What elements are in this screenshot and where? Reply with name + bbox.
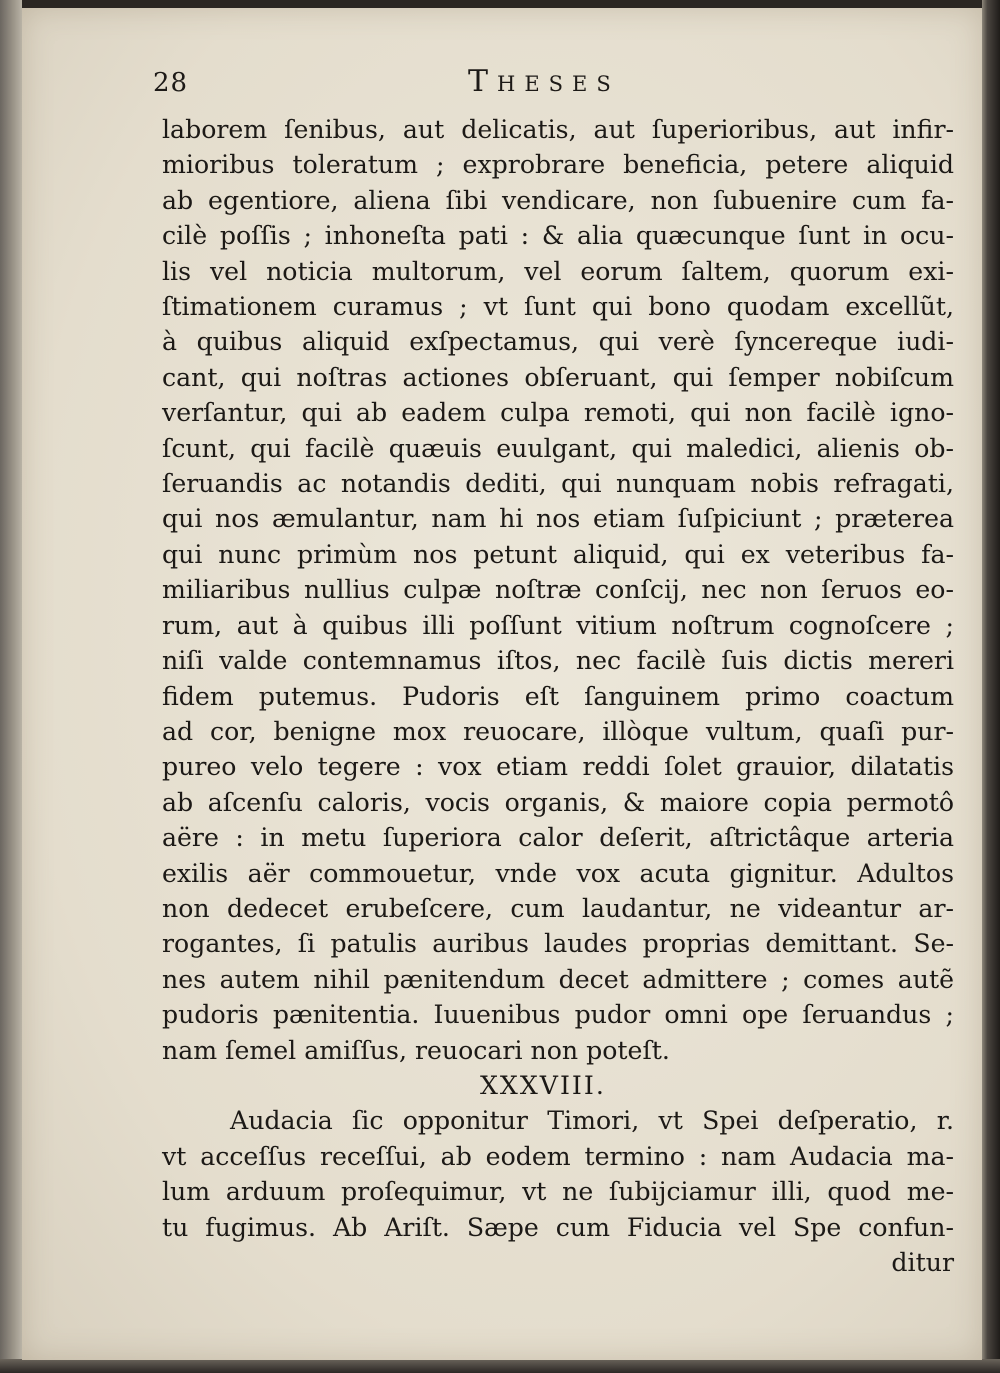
text-line: tu fugimus. Ab Ariſt. Sæpe cum Fiducia vel Spe confun- <box>162 1212 954 1242</box>
text-line: verſantur, qui ab eadem culpa remoti, qui non facilè igno- <box>162 398 954 428</box>
text-line: nam ſemel amiſſus, reuocari non poteſt. <box>162 1035 670 1065</box>
text-line: nes autem nihil pænitendum decet admittere ; comes autẽ <box>162 964 954 994</box>
text-line: cilè poſſis ; inhoneſta pati : & alia quæcunque ſunt in ocu- <box>162 221 954 251</box>
text-line: qui nos æmulantur, nam hi nos etiam ſuſpiciunt ; præterea <box>162 504 954 534</box>
text-line: miliaribus nullius culpæ noſtræ conſcij, nec non ſeruos eo- <box>162 575 954 605</box>
section-heading: XXXVIII. <box>480 1070 606 1100</box>
text-line: ab egentiore, aliena ſibi vendicare, non ſubuenire cum fa- <box>162 185 954 215</box>
text-line: Audacia ſic opponitur Timori, vt Spei deſperatio, r. <box>230 1106 954 1136</box>
page-header <box>150 58 950 108</box>
text-line: laborem ſenibus, aut delicatis, aut ſuperioribus, aut infir- <box>162 115 954 144</box>
text-line: ſcunt, qui facilè quæuis euulgant, qui maledici, alienis ob- <box>162 433 954 463</box>
text-line: exilis aër commouetur, vnde vox acuta gignitur. Adultos <box>162 858 954 888</box>
text-line: lum arduum proſequimur, vt ne ſubijciamur illi, quod me- <box>162 1177 954 1207</box>
page-bottom-edge <box>0 1359 1000 1373</box>
text-line: rogantes, ſi patulis auribus laudes proprias demittant. Se- <box>162 929 954 959</box>
text-line: pureo velo tegere : vox etiam reddi ſolet grauior, dilatatis <box>162 752 954 782</box>
page-right-edge <box>982 0 1000 1373</box>
text-line: rum, aut à quibus illi poſſunt vitium noſtrum cognoſcere ; <box>162 610 954 640</box>
text-line: ab aſcenſu caloris, vocis organis, & maiore copia permotô <box>162 787 954 817</box>
text-line: ſtimationem curamus ; vt ſunt qui bono quodam excellũt, <box>162 292 954 322</box>
text-line: vt acceſſus receſſui, ab eodem termino : nam Audacia ma- <box>162 1141 954 1171</box>
text-line: ad cor, benigne mox reuocare, illòque vultum, quaſi pur- <box>162 716 954 746</box>
text-line: non dedecet erubeſcere, cum laudantur, ne videantur ar- <box>162 893 954 923</box>
text-line: ſeruandis ac notandis dediti, qui nunquam nobis refragati, <box>162 469 954 499</box>
text-line: fidem putemus. Pudoris eſt ſanguinem primo coactum <box>162 681 954 711</box>
book-gutter-edge <box>0 0 22 1373</box>
text-line: qui nunc primùm nos petunt aliquid, qui ex veteribus fa- <box>162 539 954 569</box>
text-line: cant, qui noſtras actiones obſeruant, qui ſemper nobiſcum <box>162 362 954 392</box>
text-line: niſi valde contemnamus iſtos, nec facilè ſuis dictis mereri <box>162 646 954 676</box>
text-line: lis vel noticia multorum, vel eorum ſaltem, quorum exi- <box>162 256 954 286</box>
page-number: 28 <box>153 68 189 98</box>
main-text <box>162 112 954 1280</box>
catchword: ditur <box>891 1248 954 1277</box>
text-line: mioribus toleratum ; exprobrare beneficia, petere aliquid <box>162 150 954 180</box>
running-head: Theses <box>468 64 620 99</box>
text-line: pudoris pænitentia. Iuuenibus pudor omni ope ſeruandus ; <box>162 1000 954 1030</box>
text-line: aëre : in metu ſuperiora calor deſerit, aſtrictâque arteria <box>162 823 954 853</box>
text-line: à quibus aliquid exſpectamus, qui verè ſyncereque iudi- <box>162 327 954 357</box>
